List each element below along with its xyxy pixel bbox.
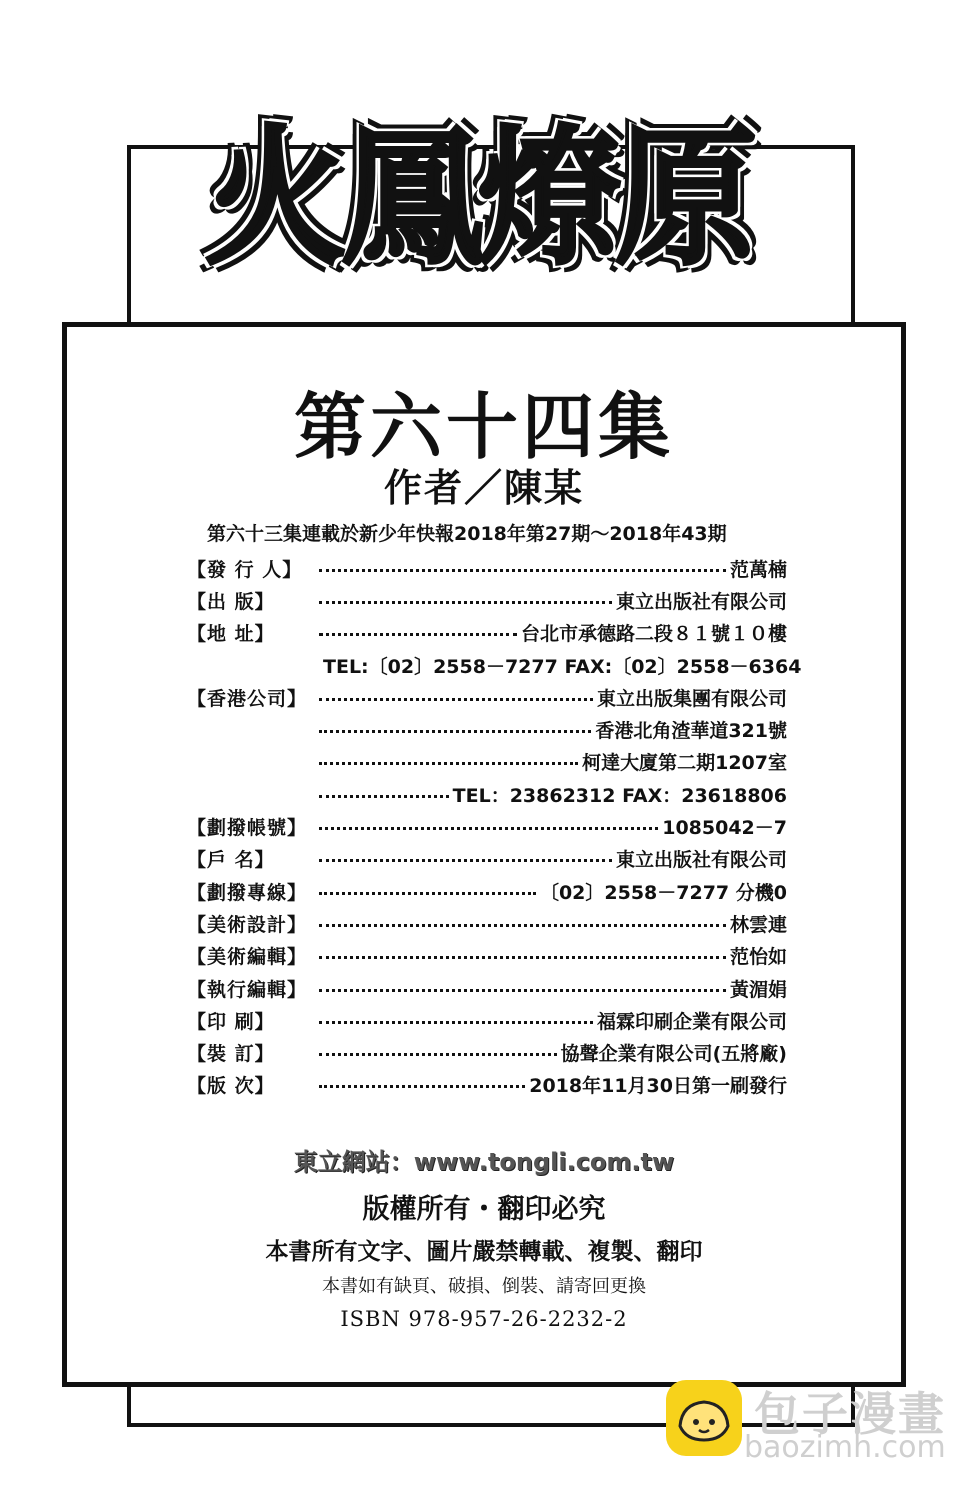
credit-row [187, 778, 787, 810]
credit-row [187, 972, 787, 1004]
credits-list [187, 552, 802, 1101]
leader-dots [319, 601, 612, 604]
credit-row [187, 746, 787, 778]
isbn-number: ISBN 978-957-26-2232-2 [340, 1307, 628, 1331]
series-title-logo [148, 70, 808, 300]
leader-dots [319, 762, 578, 765]
credit-value: 東立出版社有限公司 [615, 590, 787, 613]
bun-logo-icon [666, 1380, 742, 1456]
watermark-url: baozimh.com [744, 1430, 946, 1465]
credit-row [187, 843, 787, 875]
reproduction-notice: 本書所有文字、圖片嚴禁轉載、複製、翻印 [265, 1238, 703, 1265]
leader-dots [319, 956, 726, 959]
credit-value: 范萬楠 [729, 558, 787, 581]
credit-row [187, 681, 787, 713]
return-policy: 本書如有缺頁、破損、倒裝、請寄回更換 [322, 1276, 646, 1297]
credit-label: 【香港公司】 [187, 687, 308, 710]
credit-value: 協聲企業有限公司(五將廠) [560, 1043, 787, 1066]
leader-dots [319, 1085, 525, 1088]
leader-dots [319, 633, 517, 636]
credit-label: 【出 版】 [187, 590, 275, 613]
leader-dots [319, 698, 593, 701]
leader-dots [319, 569, 726, 572]
credit-label: 【戶 名】 [187, 849, 275, 872]
watermark-title: 包子漫畫 [754, 1387, 946, 1441]
leader-dots [319, 1021, 593, 1024]
credit-row [187, 1004, 787, 1036]
serialization-note: 第六十三集連載於新少年快報2018年第27期～2018年43期 [207, 523, 727, 545]
credit-label: 【地 址】 [187, 623, 275, 646]
credit-value: 台北市承德路二段８１號１０樓 [520, 623, 787, 646]
credit-value: 林雲連 [729, 913, 787, 936]
credit-row [187, 649, 802, 681]
series-title: 火鳳燎原 [204, 112, 752, 286]
credit-label: 【印 刷】 [187, 1010, 275, 1033]
credit-label: 【美術編輯】 [187, 946, 308, 969]
credit-row [187, 617, 787, 649]
credit-row [187, 875, 787, 907]
credit-row [187, 713, 787, 745]
volume-number: 第六十四集 [293, 384, 674, 469]
colophon-panel [62, 322, 906, 1387]
credit-label: 【執行編輯】 [187, 978, 308, 1001]
site-watermark [666, 1378, 966, 1478]
leader-dots [319, 730, 591, 733]
credit-row [187, 907, 787, 939]
credit-row [187, 940, 787, 972]
credit-label: 【美術設計】 [187, 913, 308, 936]
credit-value: 東立出版集團有限公司 [596, 687, 787, 710]
credit-row [187, 810, 787, 842]
leader-dots [319, 1053, 557, 1056]
credit-label: 【劃撥帳號】 [187, 817, 308, 840]
copyright-notice: 版權所有・翻印必究 [362, 1194, 606, 1225]
leader-dots [319, 859, 612, 862]
credit-label: 【裝 訂】 [187, 1043, 275, 1066]
credit-value: TEL：23862312 FAX：23618806 [452, 784, 787, 807]
credit-label: 【發 行 人】 [187, 558, 303, 581]
credit-row [187, 1069, 787, 1101]
credit-value: 黃湄娟 [729, 978, 787, 1001]
credit-value: 〔02〕2558－7277 分機0 [539, 881, 787, 904]
leader-dots [319, 795, 449, 798]
leader-dots [319, 827, 658, 830]
leader-dots [319, 892, 536, 895]
credit-value: 東立出版社有限公司 [615, 849, 787, 872]
publisher-website: 東立網站：www.tongli.com.tw [293, 1148, 675, 1176]
credit-value: 1085042－7 [662, 817, 787, 840]
leader-dots [319, 924, 726, 927]
credit-label: 【劃撥專線】 [187, 881, 308, 904]
credit-label: 【版 次】 [187, 1075, 275, 1098]
author-line: 作者／陳某 [383, 465, 584, 510]
credit-value: 香港北角渣華道321號 [595, 720, 787, 743]
credit-value: 2018年11月30日第一刷發行 [529, 1075, 787, 1098]
credit-value: 福霖印刷企業有限公司 [596, 1010, 787, 1033]
credit-row [187, 584, 787, 616]
credit-row [187, 552, 787, 584]
credit-value: TEL:〔02〕2558－7277 FAX:〔02〕2558－6364 [323, 655, 802, 678]
credit-value: 范怡如 [729, 946, 787, 969]
credit-value: 柯達大廈第二期1207室 [582, 752, 787, 775]
leader-dots [319, 989, 726, 992]
credit-row [187, 1036, 787, 1068]
